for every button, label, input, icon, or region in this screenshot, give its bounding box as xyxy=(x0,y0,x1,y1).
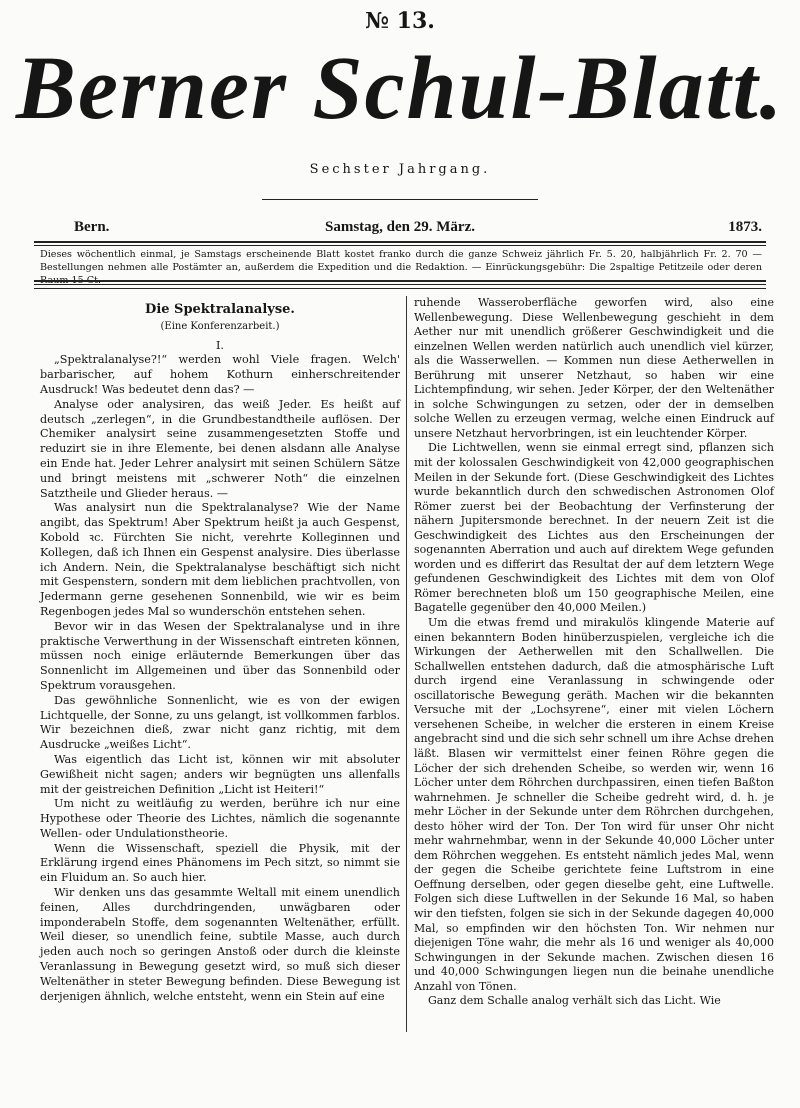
paragraph: Was eigentlich das Licht ist, können wir mit absoluter Gewißheit nicht sagen; anders wir begnügten uns allenfalls mit der geistreichen Definition „Licht ist Heiteri!“ xyxy=(40,752,400,796)
header-rule xyxy=(34,241,766,246)
column-divider xyxy=(406,296,407,1032)
notice-rule-thin xyxy=(34,288,766,289)
paragraph: ruhende Wasseroberfläche geworfen wird, also eine Wellenbewegung. Diese Wellenbewegung geschieht in dem Aether nur mit unendlich größerer Geschwindigkeit und die einzelnen Wellen werden natürlich auch unendlich viel kürzer, als die Wasserwellen. — Kommen nun diese Aetherwellen in Berührung mit unserer Netzhaut, so haben wir eine Lichtempfindung, wir sehen. Jeder Körper, der den Weltenäther in solche Schwingungen zu setzen, oder der in demselben solche Wellen zu erzeugen vermag, welche einen Eindruck auf unsere Netzhaut hervorbringen, ist ein leuchtender Körper. xyxy=(414,296,774,440)
subscription-notice: Dieses wöchentlich einmal, je Samstags erscheinende Blatt kostet franko durch die ganze Schweiz jährlich Fr. 5. 20, halbjährlich Fr. 2. 70 — Bestellungen nehmen alle Postämter an, außerdem die Expedition und die Redaktion. — Einrückungsgebühr: Die 2spaltige Petitzeile oder deren Raum 15 Ct. xyxy=(40,249,762,286)
article-subtitle: (Eine Konferenzarbeit.) xyxy=(160,320,280,332)
paragraph: Wir denken uns das gesammte Weltall mit einem unendlich feinen, Alles durchdringenden, unwägbaren oder imponderabeln Stoffe, dem sogenannten Weltenäther, erfüllt. Weil dieser, so unendlich feine, subtile Masse, auch durch jeden auch noch so geringen Anstoß oder durch die kleinste Veranlassung in Bewegung gesetzt wird, so muß sich dieser Weltenäther in steter Bewegung befinden. Diese Bewegung ist derjenigen ähnlich, welche entsteht, wenn ein Stein auf eine xyxy=(40,886,400,1003)
publication-year: 1873. xyxy=(728,219,762,235)
paragraph: Die Lichtwellen, wenn sie einmal erregt sind, pflanzen sich mit der kolossalen Geschwindigkeit von 42,000 geographischen Meilen in der Sekunde fort. (Diese Geschwindigkeit des Lichtes wurde bekanntlich durch den schwedischen Astronomen Olof Römer zuerst bei der Beobachtung der Verfinsterung der nähern Jupitersmonde berechnet. In der neuern Zeit ist die Geschwindigkeit des Lichtes aus den Erscheinungen der sogenannten Aberration und auch auf direktem Wege gefunden worden und es differirt das Resultat der auf dem letztern Wege gefundenen Geschwindigkeit des Lichtes mit dem von Olof Römer berechneten bloß um 150 geographische Meilen, eine Bagatelle gegenüber den 40,000 Meilen.) xyxy=(414,441,774,615)
article-column-right xyxy=(414,296,774,1009)
paragraph: Das gewöhnliche Sonnenlicht, wie es von der ewigen Lichtquelle, der Sonne, zu uns gelangt, ist vollkommen farblos. Wir bezeichnen dieß, zwar nicht ganz richtig, mit dem Ausdrucke „weißes Licht“. xyxy=(40,693,400,752)
notice-rule xyxy=(34,280,766,285)
publication-place: Bern. xyxy=(74,219,110,235)
article-title: Die Spektralanalyse. xyxy=(145,302,295,317)
paragraph: Wenn die Wissenschaft, speziell die Physik, mit der Erklärung irgend eines Phänomens im Pech sitzt, so nimmt sie ein Fluidum an. So auch hier. xyxy=(40,841,400,885)
newspaper-title: Berner Schul-Blatt. xyxy=(15,39,785,138)
paragraph: Um nicht zu weitläufig zu werden, berühre ich nur eine Hypothese oder Theorie des Lichtes, nämlich die sogenannte Wellen- oder Undulationstheorie. xyxy=(40,797,400,840)
article-column-left xyxy=(40,303,400,1004)
issue-number: № 13. xyxy=(365,8,435,34)
publication-date: Samstag, den 29. März. xyxy=(325,219,475,235)
title-divider xyxy=(262,199,538,200)
paragraph: Was analysirt nun die Spektralanalyse? Wie der Name angibt, das Spektrum! Aber Spektrum heißt ja auch Gespenst, Kobold ꝛc. Fürchten Sie nicht, verehrte Kolleginnen und Kollegen, daß ich Ihnen ein Gespenst analysire. Dies überlasse ich Andern. Nein, die Spektralanalyse beschäftigt sich nicht mit Gespenstern, sondern mit dem lieblichen prachtvollen, von Jedermann gerne gesehenen Sonnenbild, wie wir es beim Regenbogen jedes Mal so wunderschön entstehen sehen. xyxy=(40,501,400,618)
paragraph: Ganz dem Schalle analog verhält sich das Licht. Wie xyxy=(428,994,721,1008)
paragraph: Bevor wir in das Wesen der Spektralanalyse und in ihre praktische Verwerthung in der Wissenschaft eintreten können, müssen noch einige erläuternde Bemerkungen über das Sonnenlicht im Allgemeinen und über das Sonnenbild oder Spektrum vorausgehen. xyxy=(40,619,400,692)
paragraph: Analyse oder analysiren, das weiß Jeder. Es heißt auf deutsch „zerlegen“, in die Grundbestandtheile auflösen. Der Chemiker analysirt seine zusammengesetzten Stoffe und reduzirt sie in ihre Elemente, bei denen alsdann alle Analyse ein Ende hat. Jeder Lehrer analysirt mit seinen Schülern Sätze und bringt meistens mit „schwerer Noth“ die einzelnen Satztheile und Glieder heraus. — xyxy=(40,397,400,500)
section-number: I. xyxy=(216,338,224,352)
volume-line: Sechster Jahrgang. xyxy=(309,162,491,177)
paragraph: Um die etwas fremd und mirakulös klingende Materie auf einen bekanntern Boden hinüberzuspielen, vergleiche ich die Wirkungen der Aetherwellen mit den Schallwellen. Die Schallwellen entstehen dadurch, daß die atmosphärische Luft durch irgend eine Veranlassung in schwingende oder oscillatorische Bewegung geräth. Machen wir die bekannten Versuche mit der „Lochsyrene“, einer mit vielen Löchern versehenen Scheibe, in welcher die ersteren in einem Kreise angebracht sind und die sich sehr schnell um ihre Achse drehen läßt. Blasen wir vermittelst einer feinen Röhre gegen die Löcher der sich drehenden Scheibe, so werden wir, wenn 16 Löcher unter dem Röhrchen durchpassiren, einen tiefen Baßton wahrnehmen. Je schneller die Scheibe gedreht wird, d. h. je mehr Löcher in der Sekunde unter dem Röhrchen durchgehen, desto höher wird der Ton. Der Ton wird für unser Ohr nicht mehr wahrnehmbar, wenn in der Sekunde 40,000 Löcher unter dem Röhrchen weggehen. Es entsteht nämlich jedes Mal, wenn der gegen die Scheibe gerichtete feine Luftstrom in eine Oeffnung derselben, oder gegen dieselbe geht, eine Luftwelle. Folgen sich diese Luftwellen in der Sekunde 16 Mal, so haben wir den tiefsten, folgen sie sich in der Sekunde dagegen 40,000 Mal, so empfinden wir den höchsten Ton. Wir nehmen nur diejenigen Töne wahr, die mehr als 16 und weniger als 40,000 Schwingungen in der Sekunde machen. Zwischen diesen 16 und 40,000 Schwingungen liegen nun die beinahe unendliche Anzahl von Tönen. xyxy=(414,616,774,993)
paragraph: „Spektralanalyse?!“ werden wohl Viele fragen. Welch' barbarischer, auf hohem Kothurn einherschreitender Ausdruck! Was bedeutet denn das? — xyxy=(40,353,400,396)
